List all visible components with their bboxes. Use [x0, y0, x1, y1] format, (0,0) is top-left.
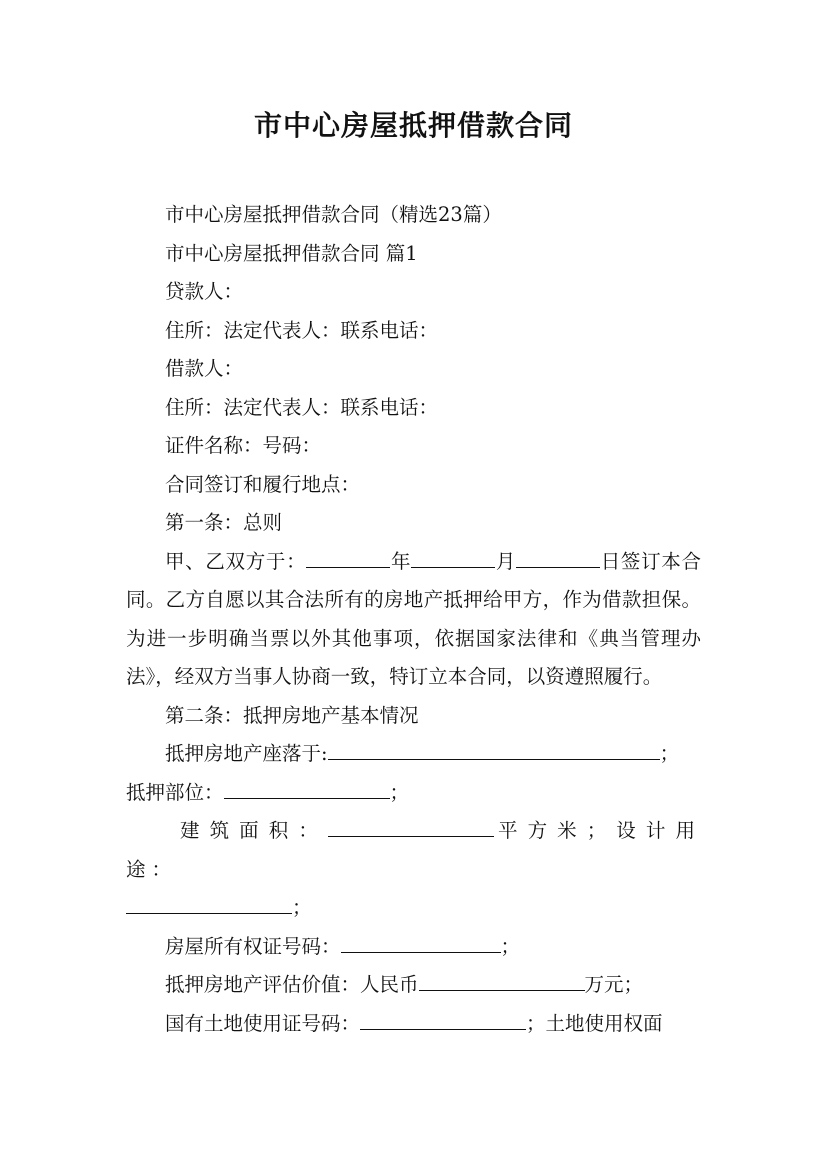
- year-blank: [306, 548, 390, 568]
- location-end: ；: [659, 742, 680, 765]
- usage-line: [126, 889, 701, 928]
- lender-address-line: 住所：法定代表人：联系电话：: [165, 318, 439, 342]
- area-blank: [328, 817, 494, 837]
- land-blank: [360, 1010, 526, 1030]
- month-label: 月: [495, 549, 517, 573]
- area-label: 建筑面积：: [180, 819, 328, 842]
- value-line: [126, 966, 701, 1005]
- day-blank: [516, 548, 600, 568]
- cert-line: [126, 928, 701, 967]
- part-end: ；: [389, 780, 410, 804]
- borrower-label: 借款人：: [165, 357, 244, 380]
- borrower-address-line: 住所：法定代表人：联系电话：: [165, 395, 439, 419]
- part-blank: [224, 779, 390, 799]
- document-body: [126, 196, 701, 1043]
- usage-blank: [126, 894, 292, 914]
- value-label: 抵押房地产评估价值：人民币: [165, 973, 419, 996]
- area-line: [126, 812, 701, 889]
- lender-label: 贷款人：: [165, 280, 244, 303]
- part-label: 抵押部位：: [126, 780, 224, 804]
- usage-end: ；: [292, 896, 312, 919]
- location-line: [126, 735, 701, 774]
- location-blank: [328, 740, 660, 760]
- value-blank: [419, 971, 585, 991]
- subtitle-line: 市中心房屋抵押借款合同（精选23篇）: [165, 203, 502, 226]
- location-label: 抵押房地产座落于:: [165, 742, 328, 765]
- year-label: 年: [390, 549, 412, 573]
- cert-end: ；: [500, 934, 521, 958]
- article-1-prefix: 甲、乙双方于：: [165, 549, 307, 573]
- land-line: [126, 1005, 701, 1044]
- document-title: 市中心房屋抵押借款合同: [253, 109, 573, 142]
- land-end: ；土地使用权面: [526, 1011, 663, 1035]
- article-1-body: 日签订本合同。乙方自愿以其合法所有的房地产抵押给甲方，作为借款担保。为进一步明确当票以外其他事项，依据国家法律和《典当管理办法》，经双方当事人协商一致，特订立本合同，以资遵照履行。: [126, 549, 701, 688]
- value-unit: 万元；: [584, 973, 644, 996]
- area-unit: 平方米；设计用途：: [126, 819, 701, 881]
- sign-place-line: 合同签订和履行地点：: [165, 472, 361, 496]
- land-label: 国有土地使用证号码：: [165, 1011, 361, 1035]
- month-blank: [411, 548, 495, 568]
- part-line: [126, 774, 701, 813]
- article-1-title: 第一条：总则: [165, 511, 283, 534]
- article-1-paragraph: [126, 543, 701, 697]
- id-line: 证件名称：号码：: [165, 434, 322, 457]
- article-2-title: 第二条：抵押房地产基本情况: [165, 703, 419, 727]
- cert-blank: [341, 933, 501, 953]
- chapter-heading: 市中心房屋抵押借款合同 篇1: [165, 241, 418, 265]
- cert-label: 房屋所有权证号码：: [165, 934, 341, 958]
